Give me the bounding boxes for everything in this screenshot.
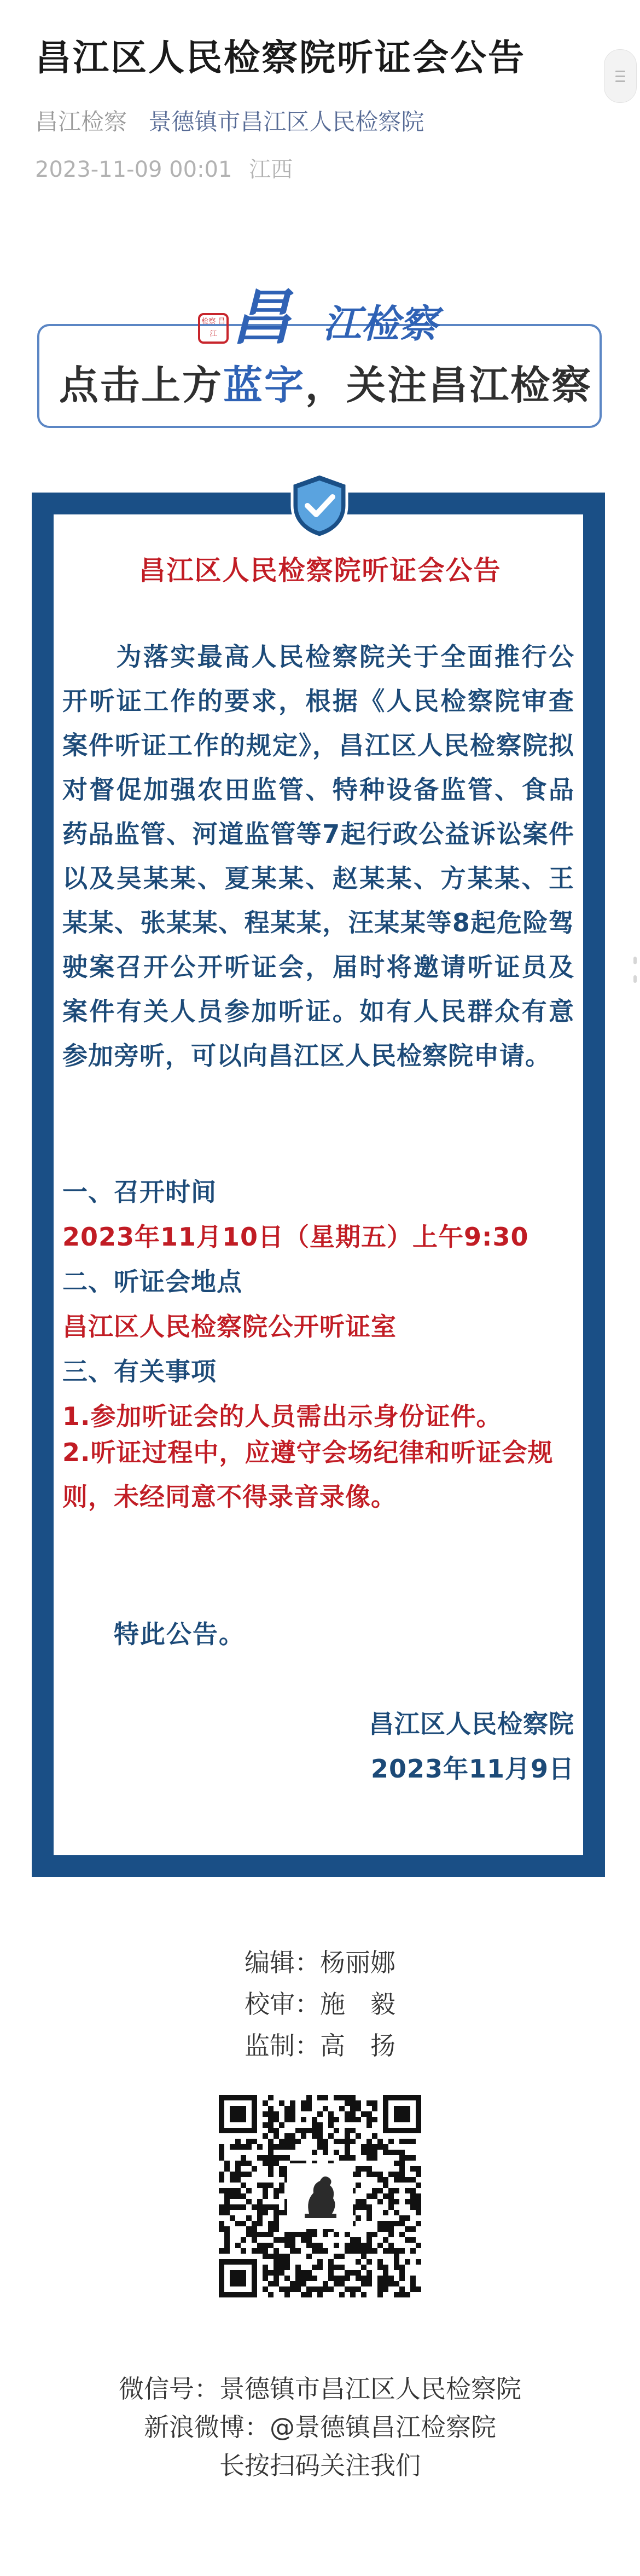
rule-item: 2.听证过程中，应遵守会场纪律和听证会规则，未经同意不得录音录像。 (62, 1438, 554, 1512)
footer-scan-hint: 长按扫码关注我们 (219, 2451, 421, 2480)
scroll-handle[interactable] (604, 49, 637, 103)
menu-lines-icon (615, 71, 625, 82)
qr-center-emblem (287, 2163, 353, 2229)
notice-body (62, 635, 574, 1078)
article-meta (35, 104, 424, 137)
article-title: 昌江区人民检察院听证会公告 (35, 37, 526, 79)
edge-scroll-marker (633, 957, 637, 964)
logo-seal: 检察 昌江 (198, 313, 229, 344)
section-value-location: 昌江区人民检察院公开听证室 (62, 1312, 397, 1341)
notice-title: 昌江区人民检察院听证会公告 (138, 555, 502, 586)
notice-date: 2023年11月9日 (370, 1754, 574, 1784)
rule-item: 1.参加听证会的人员需出示身份证件。 (62, 1402, 502, 1431)
section-heading-location: 二、听证会地点 (62, 1267, 242, 1296)
section-heading-matters: 三、有关事项 (62, 1357, 217, 1386)
publish-region: 江西 (249, 157, 293, 182)
logo-main-glyph: 昌 (231, 282, 292, 352)
qr-code-icon[interactable] (219, 2095, 421, 2297)
follow-banner-text (59, 354, 592, 410)
credits (0, 1942, 640, 2066)
publish-datetime: 2023-11-09 00:01 (35, 157, 232, 182)
banner-text-highlight: 蓝字 (223, 362, 306, 408)
footer (0, 2370, 640, 2485)
follow-banner[interactable] (37, 324, 602, 428)
edge-scroll-marker (633, 975, 637, 983)
logo-sub-text: 江检察 (323, 301, 438, 346)
banner-text-part: 点击上方 (59, 362, 224, 408)
notice-body-text: 为落实最高人民检察院关于全面推行公开听证工作的要求，根据《人民检察院审查案件听证工作的规定》，昌江区人民检察院拟对督促加强农田监管、特种设备监管、食品药品监管、河道监管等7起行政公益诉讼案件以及吴某某、夏某某、赵某某、方某某、王某某、张某某、程某某，汪某某等8起危险驾驶案召开公开听证会，届时将邀请听证员及案件有关人员参加听证。如有人民群众有意参加旁听，可以向昌江区人民检察院申请。 (62, 642, 574, 1070)
author-link[interactable]: 景德镇市昌江区人民检察院 (148, 108, 424, 135)
banner-text-part: ，关注昌江检察 (305, 362, 593, 408)
footer-wechat-id: 微信号：景德镇市昌江区人民检察院 (119, 2374, 521, 2404)
credit-supervisor: 监制：高 扬 (245, 2031, 395, 2060)
qilin-emblem-icon (293, 2169, 347, 2224)
section-value-time: 2023年11月10日（星期五）上午9:30 (62, 1222, 529, 1252)
credit-editor: 编辑：杨丽娜 (245, 1948, 395, 1977)
footer-weibo: 新浪微博：@景德镇昌江检察院 (144, 2412, 496, 2442)
credit-reviewer: 校审：施 毅 (245, 1989, 395, 2019)
notice-signature: 昌江区人民检察院 (369, 1709, 574, 1739)
notice-closing: 特此公告。 (114, 1619, 245, 1649)
account-name-link[interactable]: 昌江检察 (35, 108, 127, 135)
publish-info (35, 152, 293, 183)
shield-check-icon (286, 472, 353, 540)
section-heading-time: 一、召开时间 (62, 1177, 217, 1207)
